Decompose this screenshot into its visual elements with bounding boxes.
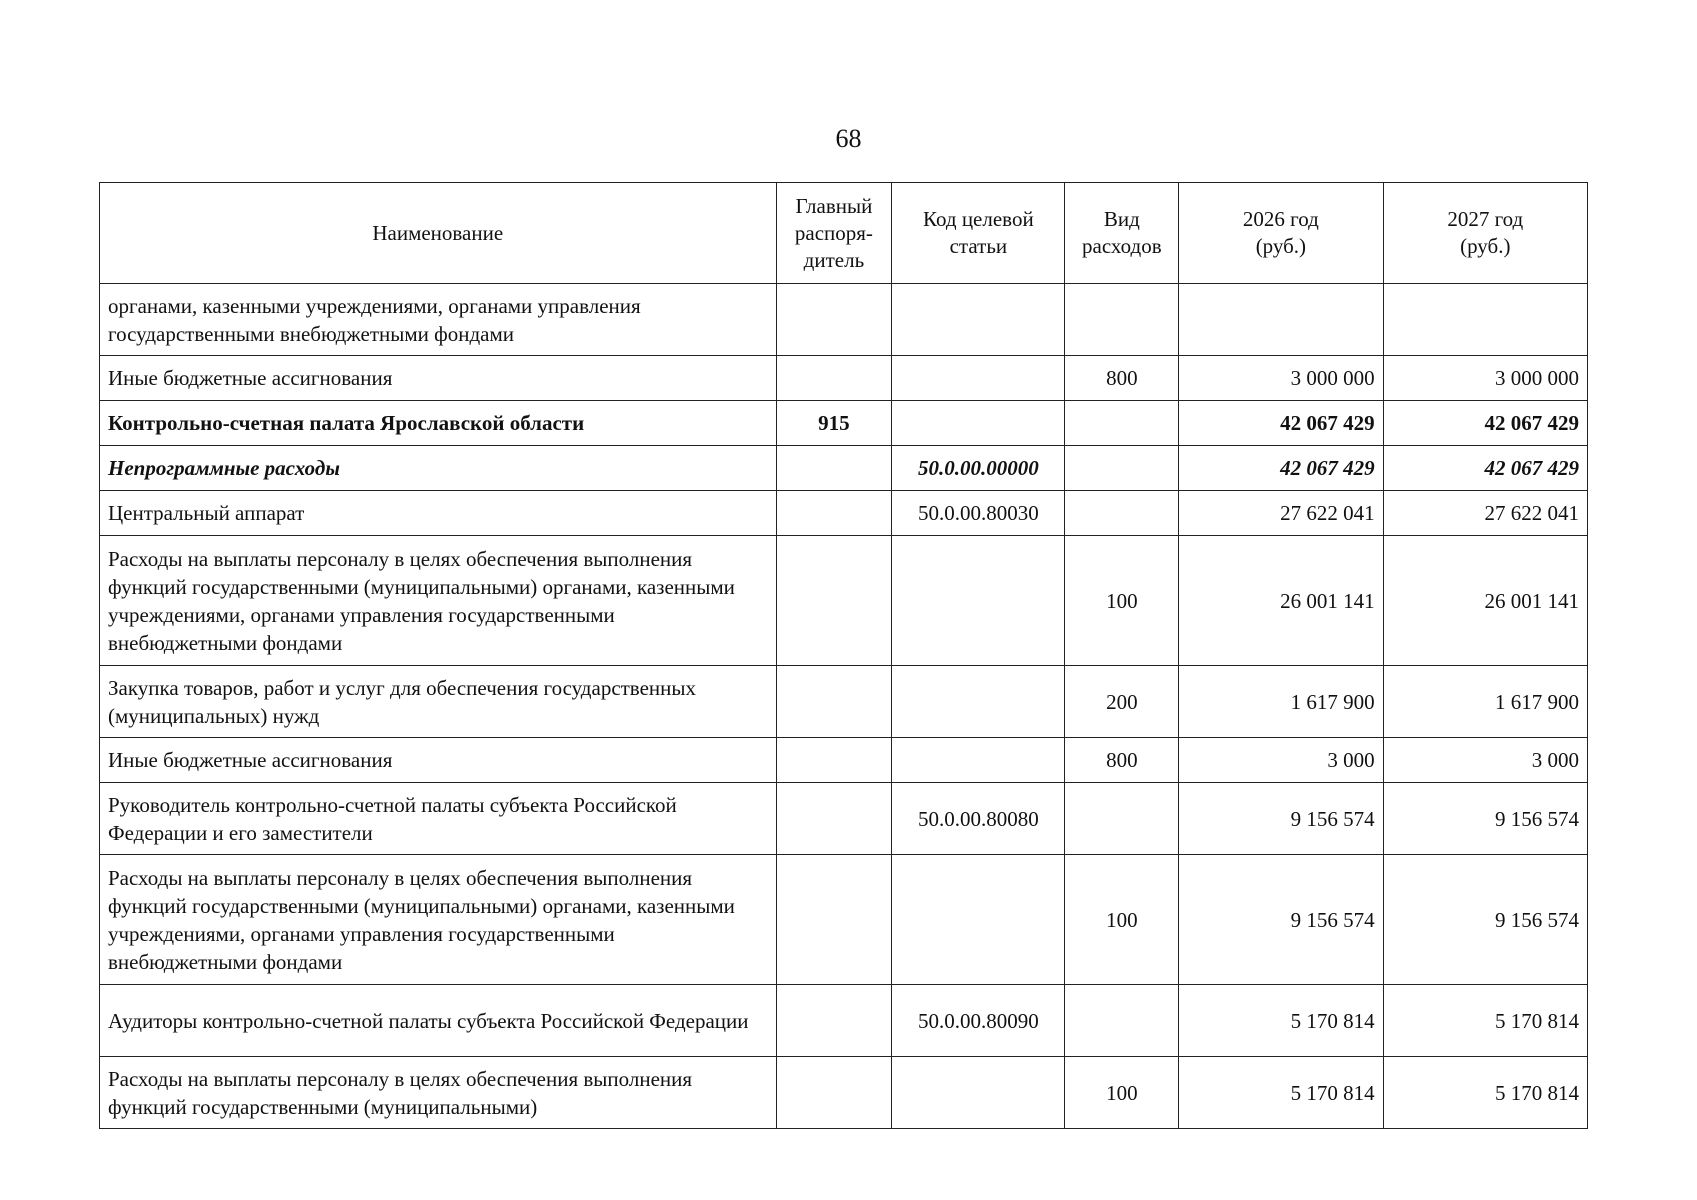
row-code: 50.0.00.80090 bbox=[892, 985, 1065, 1057]
row-2026: 42 067 429 bbox=[1179, 446, 1383, 491]
row-manager: 915 bbox=[776, 401, 892, 446]
row-code: 50.0.00.80080 bbox=[892, 783, 1065, 855]
table-row bbox=[100, 985, 1588, 1057]
row-code bbox=[892, 738, 1065, 783]
row-name: органами, казенными учреждениями, органами управления государственными внебюджетными фондами bbox=[100, 284, 777, 356]
row-type bbox=[1065, 446, 1179, 491]
row-2027: 27 622 041 bbox=[1383, 491, 1587, 536]
row-manager bbox=[776, 284, 892, 356]
table-row bbox=[100, 401, 1588, 446]
row-type: 100 bbox=[1065, 536, 1179, 666]
row-code: 50.0.00.00000 bbox=[892, 446, 1065, 491]
row-manager bbox=[776, 738, 892, 783]
row-2026: 5 170 814 bbox=[1179, 1057, 1383, 1129]
row-name: Расходы на выплаты персоналу в целях обеспечения выполнения функций государственными (муниципальными) органами, казенными учреждениями, органами управления государственными внебюджетными фондами bbox=[100, 855, 777, 985]
row-2027: 9 156 574 bbox=[1383, 783, 1587, 855]
table-row bbox=[100, 491, 1588, 536]
row-name: Центральный аппарат bbox=[100, 491, 777, 536]
row-2026: 9 156 574 bbox=[1179, 783, 1383, 855]
row-2027: 42 067 429 bbox=[1383, 446, 1587, 491]
row-type bbox=[1065, 491, 1179, 536]
header-expense-type-text: Вид расходов bbox=[1082, 207, 1162, 258]
row-2027: 5 170 814 bbox=[1383, 985, 1587, 1057]
row-code bbox=[892, 401, 1065, 446]
table-row bbox=[100, 666, 1588, 738]
row-2027: 26 001 141 bbox=[1383, 536, 1587, 666]
row-code bbox=[892, 666, 1065, 738]
row-code bbox=[892, 356, 1065, 401]
row-manager bbox=[776, 855, 892, 985]
row-name: Расходы на выплаты персоналу в целях обеспечения выполнения функций государственными (муниципальными) bbox=[100, 1057, 777, 1129]
row-2026: 27 622 041 bbox=[1179, 491, 1383, 536]
page-number: 68 bbox=[835, 124, 862, 153]
header-year-2027 bbox=[1383, 183, 1587, 284]
budget-table bbox=[99, 182, 1588, 1129]
table-row bbox=[100, 536, 1588, 666]
header-expense-type bbox=[1065, 183, 1179, 284]
row-type: 800 bbox=[1065, 738, 1179, 783]
table-row bbox=[100, 855, 1588, 985]
header-main-manager bbox=[776, 183, 892, 284]
header-name bbox=[100, 183, 777, 284]
row-type: 800 bbox=[1065, 356, 1179, 401]
row-manager bbox=[776, 356, 892, 401]
row-manager bbox=[776, 536, 892, 666]
table-row bbox=[100, 446, 1588, 491]
row-2026: 26 001 141 bbox=[1179, 536, 1383, 666]
row-2026: 9 156 574 bbox=[1179, 855, 1383, 985]
row-2026: 1 617 900 bbox=[1179, 666, 1383, 738]
row-name: Расходы на выплаты персоналу в целях обеспечения выполнения функций государственными (муниципальными) органами, казенными учреждениями, органами управления государственными внебюджетными фондами bbox=[100, 536, 777, 666]
row-2026 bbox=[1179, 284, 1383, 356]
row-name: Иные бюджетные ассигнования bbox=[100, 738, 777, 783]
row-code bbox=[892, 284, 1065, 356]
header-year-2026 bbox=[1179, 183, 1383, 284]
row-2027: 9 156 574 bbox=[1383, 855, 1587, 985]
row-type bbox=[1065, 284, 1179, 356]
table-row bbox=[100, 284, 1588, 356]
row-manager bbox=[776, 783, 892, 855]
row-type: 100 bbox=[1065, 1057, 1179, 1129]
row-2026: 3 000 000 bbox=[1179, 356, 1383, 401]
row-2027: 5 170 814 bbox=[1383, 1057, 1587, 1129]
header-year-2026-text: 2026 год (руб.) bbox=[1242, 207, 1319, 258]
row-type bbox=[1065, 783, 1179, 855]
row-name: Руководитель контрольно-счетной палаты субъекта Российской Федерации и его заместители bbox=[100, 783, 777, 855]
header-year-2027-text: 2027 год (руб.) bbox=[1447, 207, 1524, 258]
header-target-code bbox=[892, 183, 1065, 284]
row-code bbox=[892, 855, 1065, 985]
table-row bbox=[100, 356, 1588, 401]
row-code bbox=[892, 1057, 1065, 1129]
row-type bbox=[1065, 401, 1179, 446]
table-row bbox=[100, 738, 1588, 783]
row-manager bbox=[776, 446, 892, 491]
row-name: Непрограммные расходы bbox=[100, 446, 777, 491]
row-manager bbox=[776, 491, 892, 536]
row-type: 200 bbox=[1065, 666, 1179, 738]
row-type bbox=[1065, 985, 1179, 1057]
row-2027: 3 000 bbox=[1383, 738, 1587, 783]
row-type: 100 bbox=[1065, 855, 1179, 985]
row-code: 50.0.00.80030 bbox=[892, 491, 1065, 536]
row-2027 bbox=[1383, 284, 1587, 356]
row-2027: 42 067 429 bbox=[1383, 401, 1587, 446]
row-2026: 42 067 429 bbox=[1179, 401, 1383, 446]
table-row bbox=[100, 1057, 1588, 1129]
row-2026: 5 170 814 bbox=[1179, 985, 1383, 1057]
header-main-manager-text: Главный распоря- дитель bbox=[794, 193, 873, 272]
row-2027: 1 617 900 bbox=[1383, 666, 1587, 738]
table-header-row bbox=[100, 183, 1588, 284]
row-name: Аудиторы контрольно-счетной палаты субъекта Российской Федерации bbox=[100, 985, 777, 1057]
row-code bbox=[892, 536, 1065, 666]
row-manager bbox=[776, 985, 892, 1057]
row-2027: 3 000 000 bbox=[1383, 356, 1587, 401]
row-name: Контрольно-счетная палата Ярославской области bbox=[100, 401, 777, 446]
table-row bbox=[100, 783, 1588, 855]
row-2026: 3 000 bbox=[1179, 738, 1383, 783]
row-name: Иные бюджетные ассигнования bbox=[100, 356, 777, 401]
row-manager bbox=[776, 666, 892, 738]
header-name-text: Наименование bbox=[372, 220, 504, 245]
row-name: Закупка товаров, работ и услуг для обеспечения государственных (муниципальных) нужд bbox=[100, 666, 777, 738]
row-manager bbox=[776, 1057, 892, 1129]
header-target-code-text: Код целевой статьи bbox=[923, 207, 1034, 258]
